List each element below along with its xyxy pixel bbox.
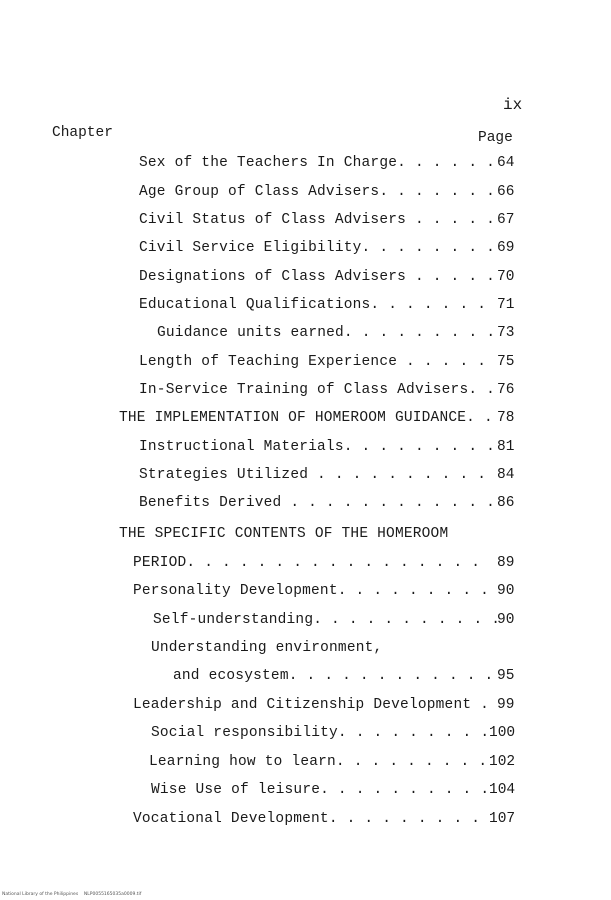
toc-entry: [133, 811, 480, 827]
toc-entry-page: 76: [497, 382, 515, 398]
toc-entry: [151, 640, 382, 656]
toc-entry-page: 67: [497, 212, 515, 228]
toc-entry-page: 73: [497, 325, 515, 341]
toc-entry-page: 69: [497, 240, 515, 256]
toc-entry-page: 70: [497, 269, 515, 285]
toc-entry-page: 89: [497, 555, 515, 571]
toc-entry-title: Designations of Class Advisers . . . . .: [139, 269, 496, 285]
toc-entry: [139, 269, 495, 285]
toc-entry-page: 107: [489, 811, 516, 827]
toc-entry-page: 64: [497, 155, 515, 171]
toc-entry: [133, 697, 489, 713]
toc-entry-title: Strategies Utilized . . . . . . . . . .: [139, 467, 487, 483]
toc-entry-title: and ecosystem. . . . . . . . . . . .: [173, 668, 494, 684]
toc-entry-page: 86: [497, 495, 515, 511]
toc-entry: [151, 782, 489, 798]
toc-entry-title: Instructional Materials. . . . . . . . .: [139, 439, 496, 455]
toc-entry-page: 71: [497, 297, 515, 313]
toc-entry-page: 90: [497, 612, 515, 628]
chapter-label: Chapter: [52, 125, 113, 141]
toc-entry-title: PERIOD. . . . . . . . . . . . . . . . .: [133, 555, 481, 571]
toc-entry: [173, 668, 493, 684]
toc-entry-title: THE IMPLEMENTATION OF HOMEROOM GUIDANCE. .: [119, 410, 493, 426]
toc-entry: [151, 725, 489, 741]
toc-entry-page: 100: [489, 725, 516, 741]
toc-entry: [139, 354, 486, 370]
toc-entry: [139, 439, 495, 455]
toc-entry-title: Civil Status of Class Advisers . . . . .: [139, 212, 496, 228]
toc-entry-title: Wise Use of leisure. . . . . . . . . .: [151, 782, 490, 798]
toc-entry: [139, 212, 495, 228]
toc-entry-title: Sex of the Teachers In Charge. . . . . .: [139, 155, 496, 171]
toc-entry-title: Educational Qualifications. . . . . . .: [139, 297, 487, 313]
toc-entry-page: 90: [497, 583, 515, 599]
toc-entry: [119, 526, 448, 542]
toc-entry-page: 99: [497, 697, 515, 713]
toc-entry-title: Social responsibility. . . . . . . . .: [151, 725, 490, 741]
toc-entry: [139, 495, 495, 511]
toc-entry-title: Self-understanding. . . . . . . . . . .: [153, 612, 501, 628]
scan-footer: National Library of the Philippines NLP0055165035a0009.tif: [2, 892, 142, 897]
toc-entry: [139, 467, 486, 483]
toc-entry: [139, 240, 495, 256]
toc-entry-page: 102: [489, 754, 516, 770]
toc-entry-title: THE SPECIFIC CONTENTS OF THE HOMEROOM: [119, 526, 449, 542]
toc-entry-page: 104: [489, 782, 516, 798]
page-number: ix: [503, 96, 523, 114]
toc-entry: [139, 382, 495, 398]
toc-entry: [139, 297, 486, 313]
toc-entry-title: Benefits Derived . . . . . . . . . . . .: [139, 495, 496, 511]
toc-entry-page: 81: [497, 439, 515, 455]
toc-entry-title: Personality Development. . . . . . . . .: [133, 583, 490, 599]
toc-entry: [139, 155, 495, 171]
toc-entry: [157, 325, 495, 341]
toc-entry-title: Civil Service Eligibility. . . . . . . .: [139, 240, 496, 256]
toc-entry-title: Age Group of Class Advisers. . . . . . .: [139, 184, 496, 200]
toc-entry-page: 84: [497, 467, 515, 483]
toc-entry: [119, 410, 493, 426]
toc-entry: [153, 612, 500, 628]
toc-entry-title: In-Service Training of Class Advisers. .: [139, 382, 496, 398]
toc-entry-page: 78: [497, 410, 515, 426]
toc-entry: [149, 754, 487, 770]
toc-entry-title: Guidance units earned. . . . . . . . .: [157, 325, 496, 341]
page-column-label: Page: [478, 130, 513, 146]
toc-entry-page: 66: [497, 184, 515, 200]
toc-entry-page: 95: [497, 668, 515, 684]
toc-entry: [133, 583, 489, 599]
toc-entry: [133, 555, 480, 571]
toc-entry-title: Length of Teaching Experience . . . . .: [139, 354, 487, 370]
toc-entry-title: Understanding environment,: [151, 640, 383, 656]
toc-entry-page: 75: [497, 354, 515, 370]
toc-entry-title: Vocational Development. . . . . . . . .: [133, 811, 481, 827]
toc-entry-title: Leadership and Citizenship Development .: [133, 697, 490, 713]
toc-entry-title: Learning how to learn. . . . . . . . .: [149, 754, 488, 770]
toc-entry: [139, 184, 495, 200]
